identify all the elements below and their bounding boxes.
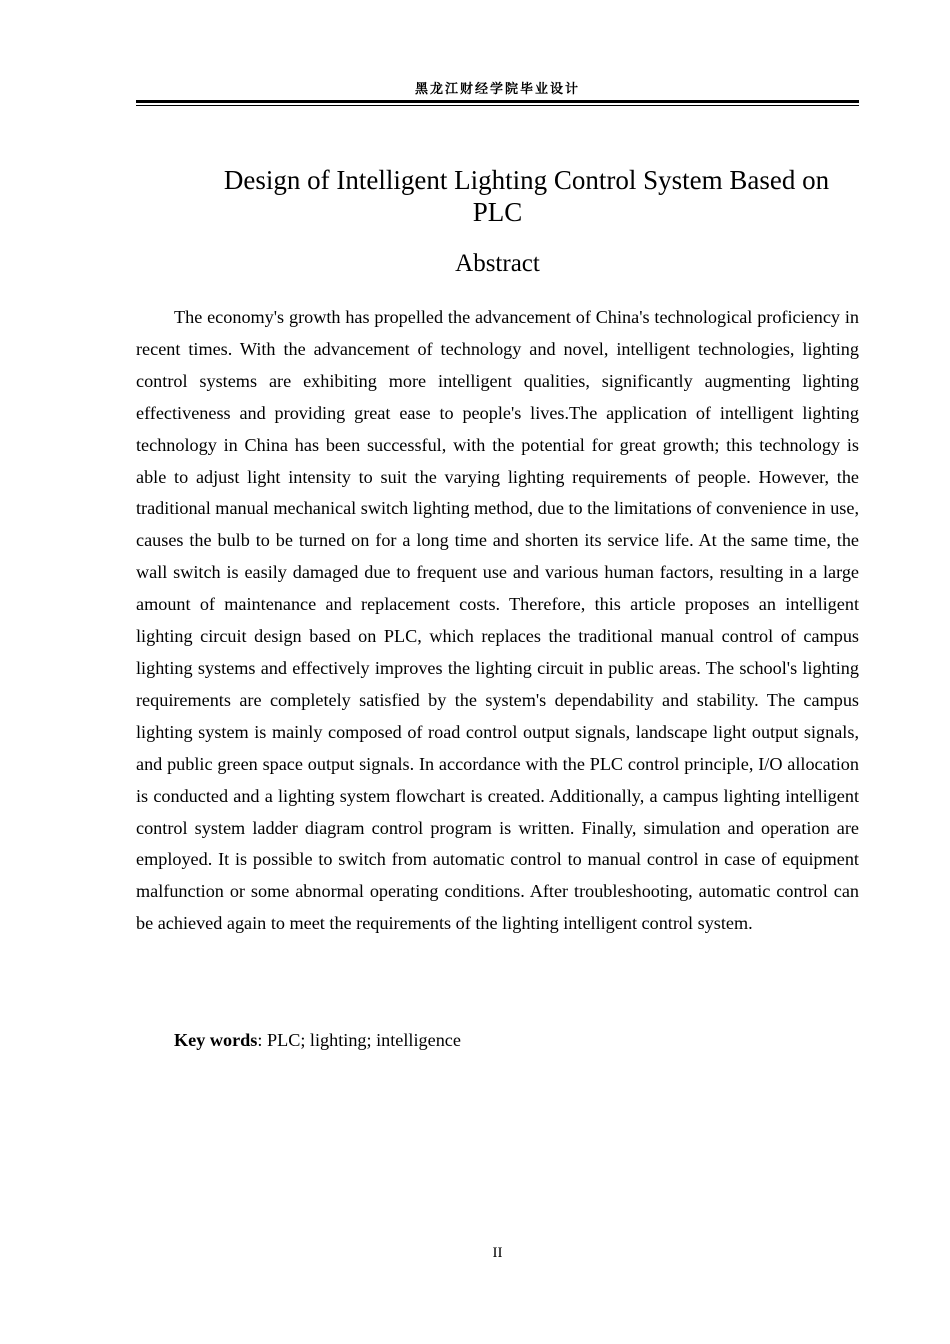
page-number: II — [492, 1245, 503, 1261]
paper-title — [136, 164, 859, 228]
paper-title-line-2: PLC — [472, 197, 523, 227]
keywords-line — [174, 1025, 859, 1057]
keywords-separator: : — [257, 1030, 267, 1050]
abstract-body: The economy's growth has propelled the advancement of China's technological proficiency in recent times. With the advancement of technology and novel, intelligent technologies, lighting control systems are exhibiting more intelligent qualities, significantly augmenting lighting effectiveness and providing great ease to people's lives.The application of intelligent lighting technology in China has been successful, with the potential for great growth; this technology is able to adjust light intensity to suit the varying lighting requirements of people. However, the traditional manual mechanical switch lighting method, due to the limitations of convenience in use, causes the bulb to be turned on for a long time and shorten its service life. At the same time, the wall switch is easily damaged due to frequent use and various human factors, resulting in a large amount of maintenance and replacement costs. Therefore, this article proposes an intelligent lighting circuit design based on PLC, which replaces the traditional manual control of campus lighting systems and effectively improves the lighting circuit in public areas. The school's lighting requirements are completely satisfied by the system's dependability and stability. The campus lighting system is mainly composed of road control output signals, landscape light output signals, and public green space output signals. In accordance with the PLC control principle, I/O allocation is conducted and a lighting system flowchart is created. Additionally, a campus lighting intelligent control system ladder diagram control program is written. Finally, simulation and operation are employed. It is possible to switch from automatic control to manual control in case of equipment malfunction or some abnormal operating conditions. After troubleshooting, automatic control can be achieved again to meet the requirements of the lighting intelligent control system. — [136, 307, 859, 934]
keywords-label: Key words — [174, 1030, 258, 1050]
header-rule-thin — [136, 105, 859, 106]
running-header: 黑龙江财经学院毕业设计 — [414, 82, 580, 97]
paper-title-line-1: Design of Intelligent Lighting Control System Based on — [223, 165, 830, 195]
header-rule-thick — [136, 100, 859, 103]
abstract-heading: Abstract — [455, 250, 540, 277]
keywords-value: PLC; lighting; intelligence — [266, 1030, 461, 1050]
